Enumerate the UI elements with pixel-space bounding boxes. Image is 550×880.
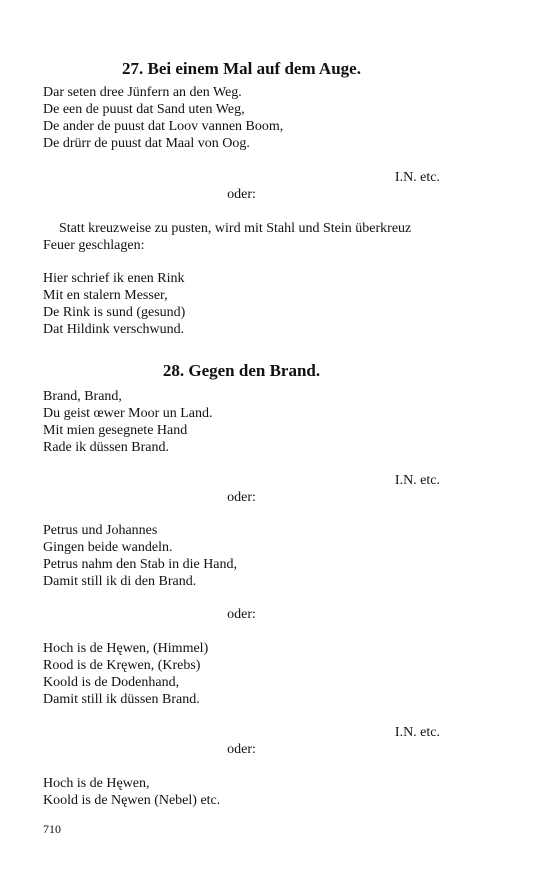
verse-line: Du geist œwer Moor un Land. (43, 406, 213, 421)
verse-line: Damit still ik di den Brand. (43, 574, 197, 589)
verse-line: Petrus und Johannes (43, 523, 158, 538)
prose-line: Statt kreuzweise zu pusten, wird mit Stahl und Stein überkreuz (59, 221, 412, 236)
verse-line: Gingen beide wandeln. (43, 540, 173, 555)
verse-line: Hier schrief ik enen Rink (43, 271, 185, 286)
in-etc-note: I.N. etc. (394, 473, 440, 488)
verse-line: Hoch is de Hęwen, (Himmel) (43, 641, 209, 656)
section-28-verse-1 (43, 388, 443, 456)
oder-separator: oder: (227, 607, 256, 622)
page-number: 710 (43, 822, 61, 836)
section-27-title: 27. Bei einem Mal auf dem Auge. (122, 59, 361, 78)
verse-line: De Rink is sund (gesund) (43, 305, 186, 320)
verse-line: Damit still ik düssen Brand. (43, 692, 200, 707)
verse-line: Hoch is de Hęwen, (43, 776, 150, 791)
section-27-instruction (43, 220, 443, 254)
verse-line: Brand, Brand, (43, 389, 122, 404)
in-etc-note: I.N. etc. (394, 170, 440, 185)
verse-line: Petrus nahm den Stab in die Hand, (43, 557, 238, 572)
oder-separator: oder: (227, 490, 256, 505)
verse-line: De een de puust dat Sand uten Weg, (43, 102, 245, 117)
verse-line: Mit en stalern Messer, (43, 288, 168, 303)
in-etc-note: I.N. etc. (394, 725, 440, 740)
verse-line: Koold is de Dodenhand, (43, 675, 180, 690)
verse-line: De drürr de puust dat Maal von Oog. (43, 136, 250, 151)
section-28-verse-3 (43, 640, 443, 708)
section-27-verse-1 (43, 84, 443, 152)
section-28-verse-2 (43, 522, 443, 590)
section-28-verse-4 (43, 775, 443, 809)
section-28-title: 28. Gegen den Brand. (162, 361, 321, 380)
prose-line: Feuer geschlagen: (43, 238, 145, 253)
verse-line: Rade ik düssen Brand. (43, 440, 169, 455)
section-27-verse-2 (43, 270, 443, 338)
verse-line: De ander de puust dat Loov vannen Boom, (43, 119, 284, 134)
oder-separator: oder: (227, 187, 256, 202)
verse-line: Dat Hildink verschwund. (43, 322, 185, 337)
verse-line: Dar seten dree Jünfern an den Weg. (43, 85, 242, 100)
verse-line: Mit mien gesegnete Hand (43, 423, 188, 438)
oder-separator: oder: (227, 742, 256, 757)
verse-line: Rood is de Kręwen, (Krebs) (43, 658, 201, 673)
verse-line: Koold is de Nęwen (Nebel) etc. (43, 793, 221, 808)
